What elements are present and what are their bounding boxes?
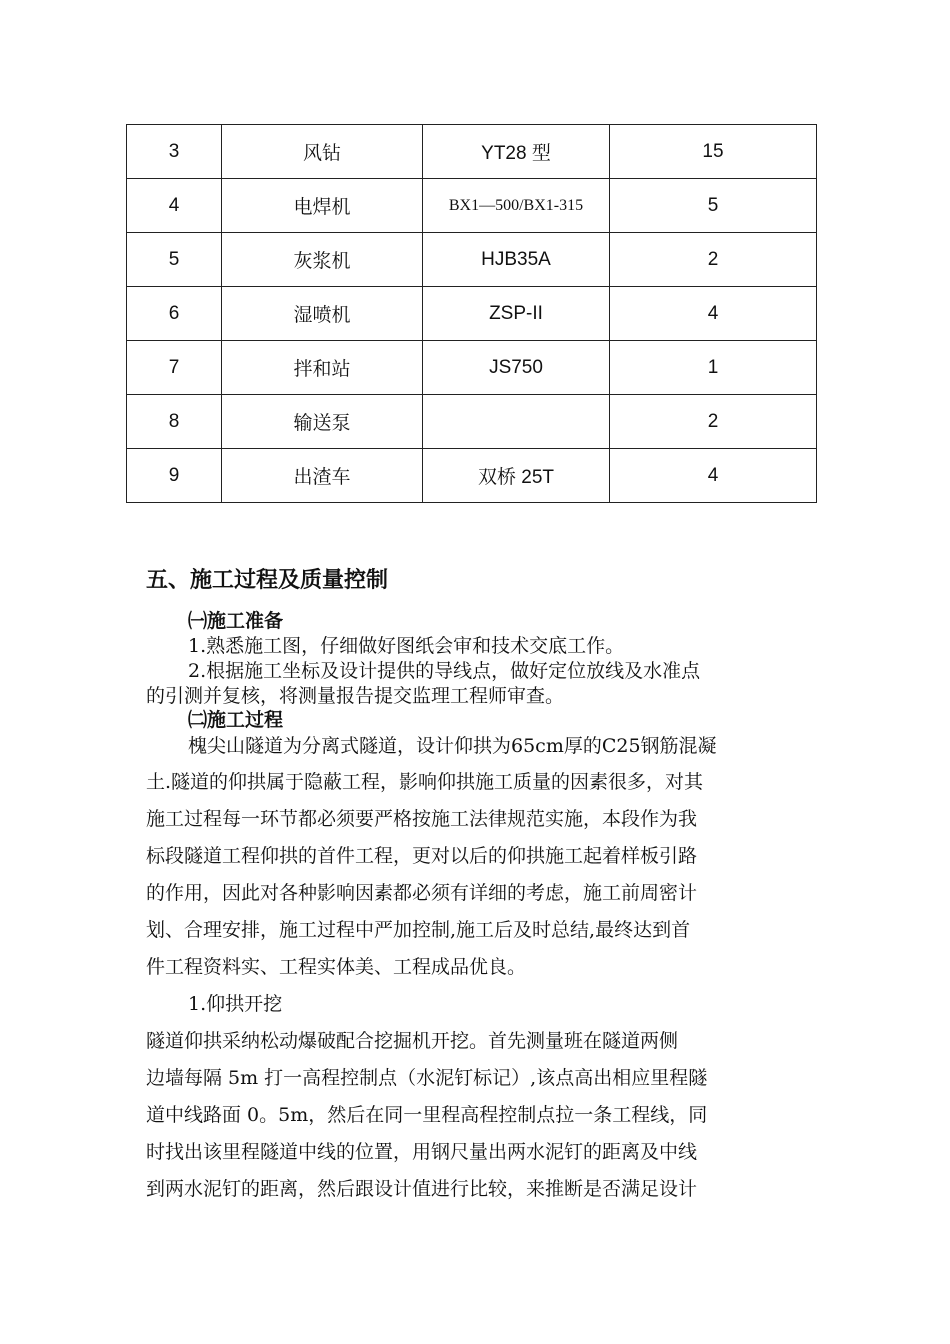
- cell-equipment-name: 出渣车: [222, 449, 423, 503]
- process-line-7: 件工程资料实、工程实体美、工程成品优良。: [146, 956, 527, 978]
- subheading-preparation: ㈠施工准备: [188, 610, 284, 632]
- table-row: [127, 395, 817, 449]
- table-row: [127, 233, 817, 287]
- process-line-4: 标段隧道工程仰拱的首件工程，更对以后的仰拱施工起着样板引路: [146, 845, 698, 867]
- subheading-process: ㈡施工过程: [188, 709, 284, 731]
- section-heading: 五、施工过程及质量控制: [146, 568, 389, 593]
- cell-number: 7: [127, 341, 222, 395]
- process-line-2: 土.隧道的仰拱属于隐蔽工程，影响仰拱施工质量的因素很多，对其: [146, 771, 704, 793]
- table-row: [127, 179, 817, 233]
- process-line-3: 施工过程每一环节都必须要严格按施工法律规范实施，本段作为我: [146, 808, 698, 830]
- cell-equipment-name: 灰浆机: [222, 233, 423, 287]
- process-line-6: 划、合理安排，施工过程中严加控制,施工后及时总结,最终达到首: [146, 919, 691, 941]
- cell-model: JS750: [423, 341, 610, 395]
- cell-number: 3: [127, 125, 222, 179]
- excavation-line-2: 边墙每隔 5m 打一高程控制点（水泥钉标记）,该点高出相应里程隧: [146, 1067, 708, 1089]
- cell-equipment-name: 电焊机: [222, 179, 423, 233]
- cell-model: ZSP-II: [423, 287, 610, 341]
- cell-equipment-name: 拌和站: [222, 341, 423, 395]
- cell-quantity: 15: [610, 125, 817, 179]
- process-line-1: 槐尖山隧道为分离式隧道，设计仰拱为65cm厚的C25钢筋混凝: [188, 735, 717, 757]
- table-row: [127, 449, 817, 503]
- table-row: [127, 125, 817, 179]
- cell-model: HJB35A: [423, 233, 610, 287]
- prep-line-2: 2.根据施工坐标及设计提供的导线点，做好定位放线及水准点: [188, 660, 701, 682]
- cell-equipment-name: 输送泵: [222, 395, 423, 449]
- cell-number: 8: [127, 395, 222, 449]
- cell-quantity: 5: [610, 179, 817, 233]
- cell-model: 双桥 25T: [423, 449, 610, 503]
- excavation-line-4: 时找出该里程隧道中线的位置，用钢尺量出两水泥钉的距离及中线: [146, 1141, 698, 1163]
- cell-quantity: 4: [610, 449, 817, 503]
- excavation-line-5: 到两水泥钉的距离，然后跟设计值进行比较，来推断是否满足设计: [146, 1178, 698, 1200]
- cell-model: BX1—500/BX1-315: [423, 179, 610, 233]
- cell-model: [423, 395, 610, 449]
- cell-number: 6: [127, 287, 222, 341]
- cell-number: 9: [127, 449, 222, 503]
- prep-line-1: 1.熟悉施工图，仔细做好图纸会审和技术交底工作。: [188, 635, 625, 657]
- equipment-table: [126, 124, 817, 503]
- table-row: [127, 287, 817, 341]
- cell-quantity: 4: [610, 287, 817, 341]
- cell-number: 4: [127, 179, 222, 233]
- cell-model: YT28 型: [423, 125, 610, 179]
- cell-number: 5: [127, 233, 222, 287]
- cell-quantity: 2: [610, 233, 817, 287]
- prep-line-3: 的引测并复核，将测量报告提交监理工程师审查。: [146, 685, 565, 707]
- table-row: [127, 341, 817, 395]
- cell-quantity: 1: [610, 341, 817, 395]
- cell-equipment-name: 湿喷机: [222, 287, 423, 341]
- excavation-line-3: 道中线路面 0。5m，然后在同一里程高程控制点拉一条工程线，同: [146, 1104, 708, 1126]
- cell-quantity: 2: [610, 395, 817, 449]
- item-excavation: 1.仰拱开挖: [188, 993, 283, 1015]
- excavation-line-1: 隧道仰拱采纳松动爆破配合挖掘机开挖。首先测量班在隧道两侧: [146, 1030, 679, 1052]
- process-line-5: 的作用，因此对各种影响因素都必须有详细的考虑，施工前周密计: [146, 882, 698, 904]
- cell-equipment-name: 风钻: [222, 125, 423, 179]
